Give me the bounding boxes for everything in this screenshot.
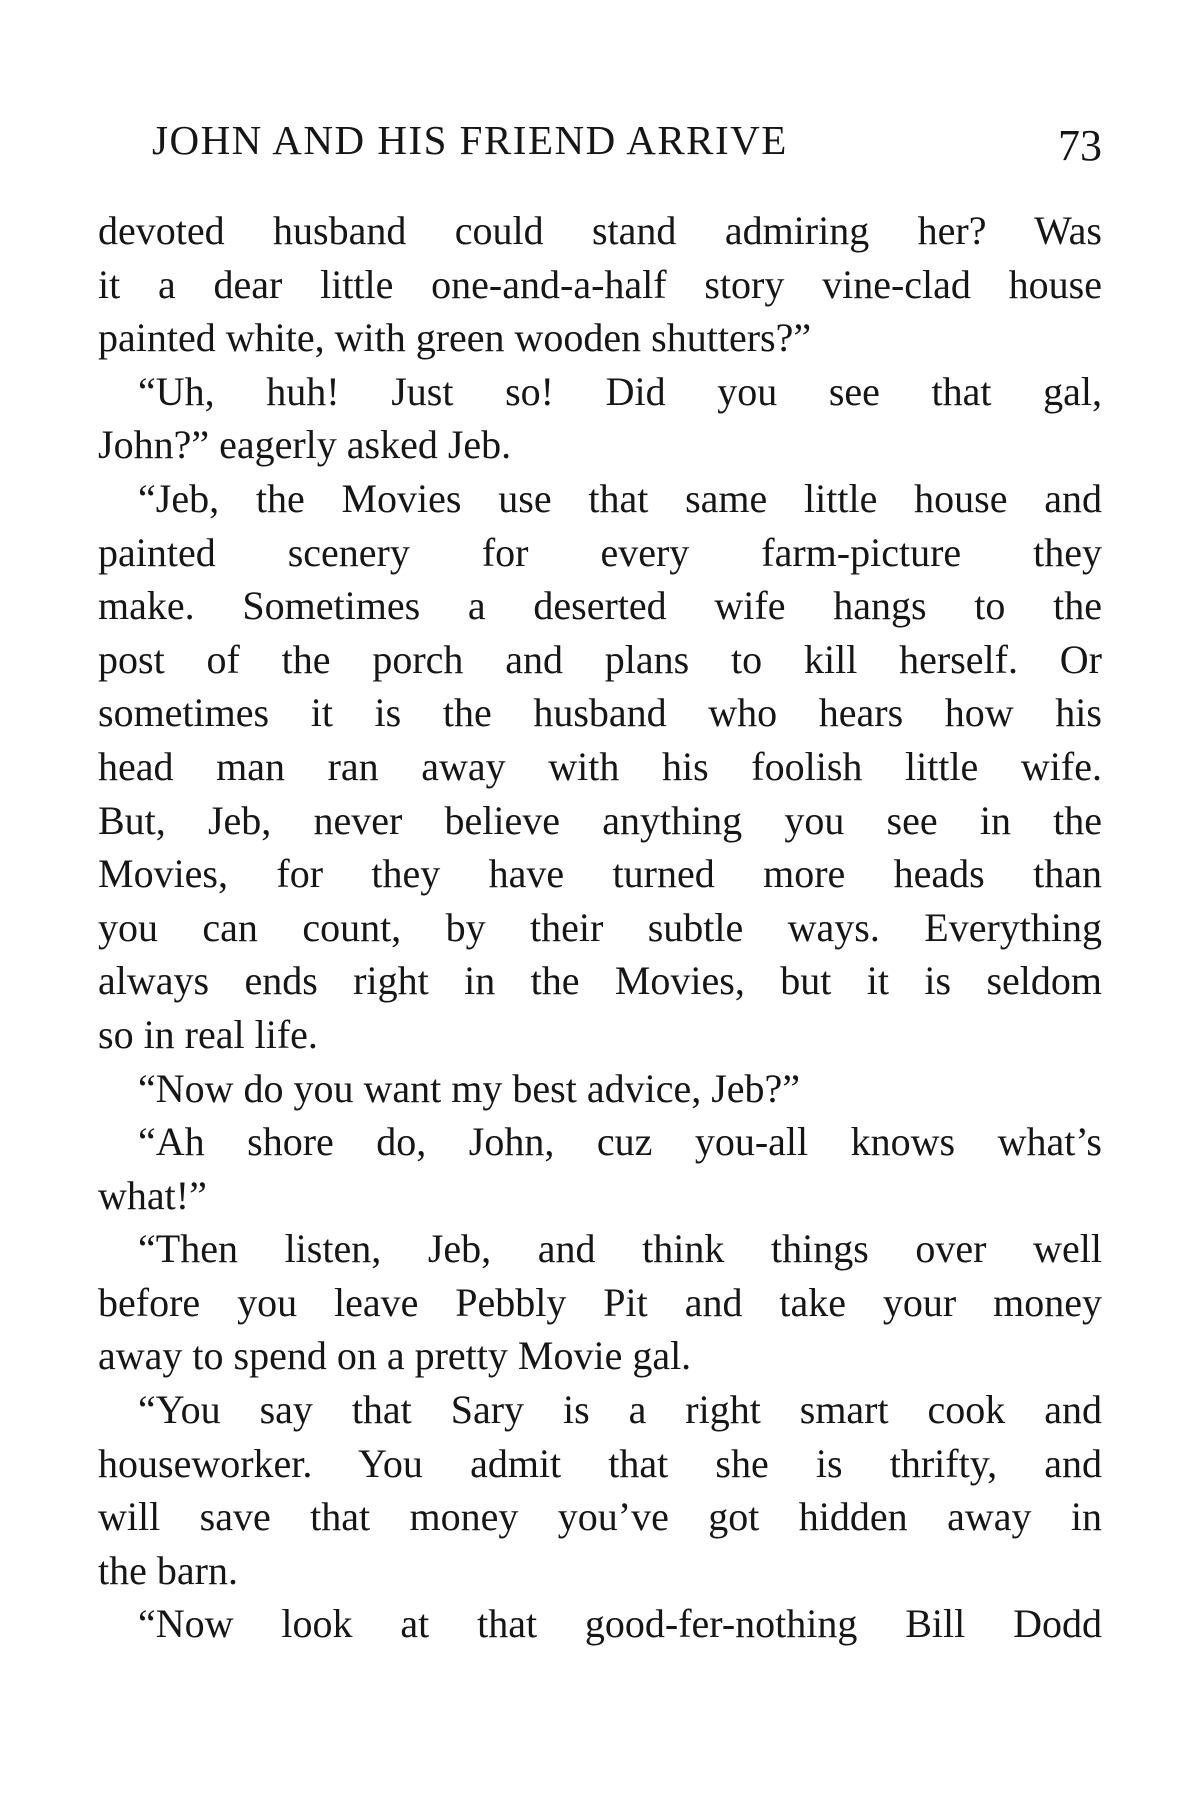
text-line: before you leave Pebbly Pit and take your money bbox=[98, 1279, 1102, 1325]
text-line: make. Sometimes a deserted wife hangs to the bbox=[98, 583, 1102, 629]
text-line: Movies, for they have turned more heads than bbox=[98, 851, 1102, 897]
text-line: will save that money you’ve got hidden away in bbox=[98, 1494, 1102, 1540]
text-line: head man ran away with his foolish little wife. bbox=[98, 743, 1102, 789]
text-line: always ends right in the Movies, but it is seldom bbox=[98, 958, 1102, 1004]
text-line: sometimes it is the husband who hears how his bbox=[98, 690, 1102, 736]
text-line: so in real life. bbox=[98, 1011, 318, 1057]
text-line: But, Jeb, never believe anything you see in the bbox=[98, 797, 1102, 843]
text-line: painted scenery for every farm-picture they bbox=[98, 529, 1102, 575]
text-line: devoted husband could stand admiring her? Was bbox=[98, 208, 1102, 253]
text-line: “Then listen, Jeb, and think things over well bbox=[138, 1226, 1102, 1272]
text-line: “Now do you want my best advice, Jeb?” bbox=[138, 1065, 801, 1111]
text-line: “Now look at that good-fer-nothing Bill Dodd bbox=[138, 1601, 1102, 1647]
text-line: painted white, with green wooden shutters?” bbox=[98, 315, 812, 361]
text-line: “Jeb, the Movies use that same little house and bbox=[138, 475, 1102, 521]
body-text bbox=[98, 204, 1102, 1651]
text-line: you can count, by their subtle ways. Everything bbox=[98, 904, 1102, 950]
text-line: what!” bbox=[98, 1172, 207, 1218]
running-header bbox=[152, 116, 1102, 176]
text-line: John?” eagerly asked Jeb. bbox=[98, 422, 512, 468]
text-line: “Ah shore do, John, cuz you-all knows what’s bbox=[138, 1119, 1102, 1165]
text-line: “You say that Sary is a right smart cook and bbox=[138, 1387, 1102, 1433]
text-line: post of the porch and plans to kill herself. Or bbox=[98, 636, 1102, 682]
text-line: it a dear little one-and-a-half story vine-clad house bbox=[98, 261, 1102, 307]
text-line: away to spend on a pretty Movie gal. bbox=[98, 1333, 692, 1379]
text-line: “Uh, huh! Just so! Did you see that gal, bbox=[138, 368, 1102, 414]
running-title: JOHN AND HIS FRIEND ARRIVE bbox=[152, 117, 788, 163]
text-line: the barn. bbox=[98, 1547, 238, 1593]
text-line: houseworker. You admit that she is thrifty, and bbox=[98, 1440, 1102, 1486]
page-number: 73 bbox=[1058, 121, 1102, 170]
